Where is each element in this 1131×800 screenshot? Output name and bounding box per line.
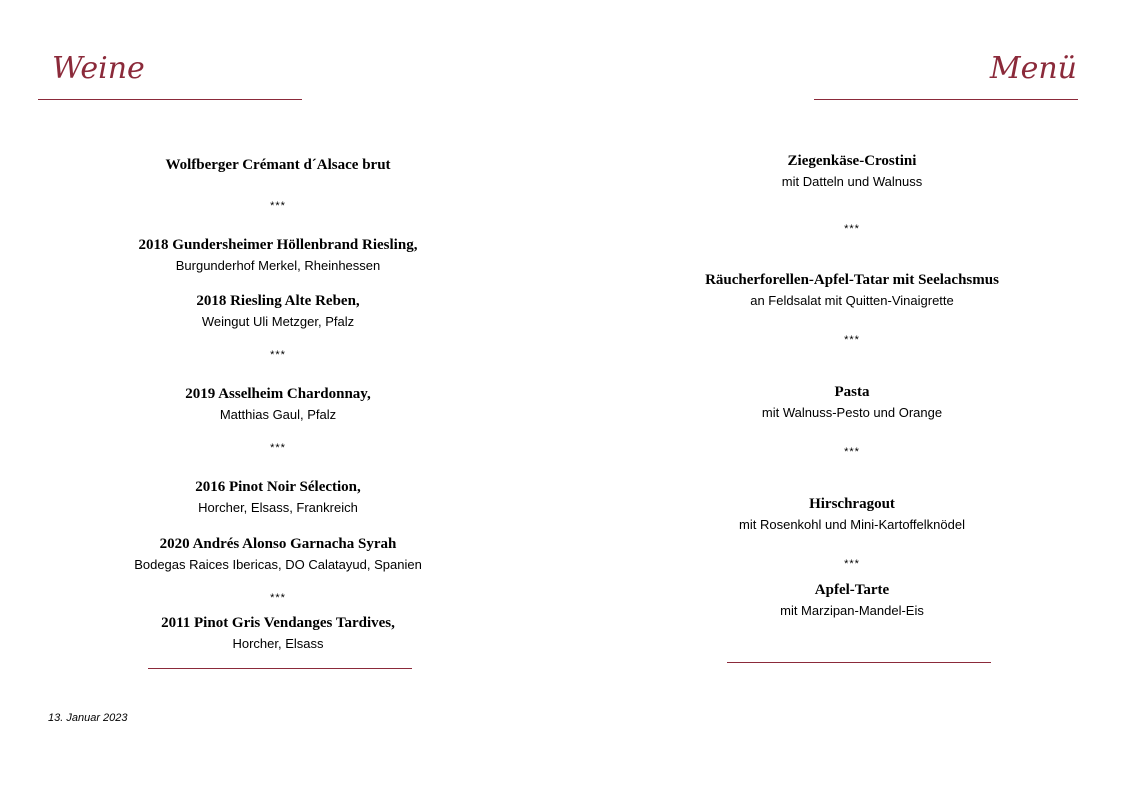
wine-producer: Bodegas Raices Ibericas, DO Calatayud, Spanien (134, 557, 422, 572)
wine-item (108, 478, 448, 517)
wine-title: Wolfberger Crémant d´Alsace brut (165, 157, 391, 173)
course-description: mit Datteln und Walnuss (781, 174, 923, 189)
course-item (682, 383, 1022, 422)
course-title: Apfel-Tarte (814, 582, 890, 598)
course-description: mit Rosenkohl und Mini-Kartoffelknödel (739, 517, 965, 532)
menu-list-end-rule (727, 662, 991, 663)
menu-heading: Menü (989, 51, 1077, 86)
wine-title: 2018 Gundersheimer Höllenbrand Riesling, (138, 237, 418, 253)
course-item (682, 152, 1022, 191)
wine-title: 2019 Asselheim Chardonnay, (185, 386, 371, 402)
wine-item (108, 535, 448, 574)
wine-item (108, 614, 448, 653)
course-separator: *** (844, 223, 860, 235)
course-item (682, 271, 1022, 310)
wine-title: 2020 Andrés Alonso Garnacha Syrah (159, 536, 397, 552)
wine-title: 2011 Pinot Gris Vendanges Tardives, (161, 615, 395, 631)
wine-item (108, 385, 448, 424)
wine-list-end-rule (148, 668, 412, 669)
wine-item (108, 292, 448, 331)
wines-heading: Weine (52, 51, 145, 86)
course-separator: *** (844, 446, 860, 458)
course-title: Ziegenkäse-Crostini (787, 153, 917, 169)
wine-producer: Burgunderhof Merkel, Rheinhessen (175, 258, 381, 273)
course-separator: *** (270, 592, 286, 604)
course-description: an Feldsalat mit Quitten-Vinaigrette (750, 293, 954, 308)
course-title: Räucherforellen-Apfel-Tatar mit Seelachsmus (705, 272, 999, 288)
course-separator: *** (270, 200, 286, 212)
course-separator: *** (270, 442, 286, 454)
wine-item (108, 236, 448, 275)
course-description: mit Walnuss-Pesto und Orange (761, 405, 943, 420)
wine-title: 2016 Pinot Noir Sélection, (195, 479, 361, 495)
course-separator: *** (270, 349, 286, 361)
wine-producer: Horcher, Elsass, Frankreich (198, 500, 358, 515)
course-title: Pasta (834, 384, 870, 400)
wine-producer: Horcher, Elsass (232, 636, 324, 651)
wine-item (108, 156, 448, 174)
course-description: mit Marzipan-Mandel-Eis (780, 603, 924, 618)
wine-title: 2018 Riesling Alte Reben, (196, 293, 360, 309)
course-separator: *** (844, 558, 860, 570)
event-date: 13. Januar 2023 (48, 712, 128, 724)
wine-producer: Matthias Gaul, Pfalz (219, 407, 337, 422)
wine-producer: Weingut Uli Metzger, Pfalz (201, 314, 355, 329)
menu-list (682, 0, 1022, 800)
course-title: Hirschragout (809, 496, 895, 512)
wine-list (108, 0, 448, 800)
course-item (682, 581, 1022, 620)
course-item (682, 495, 1022, 534)
course-separator: *** (844, 334, 860, 346)
